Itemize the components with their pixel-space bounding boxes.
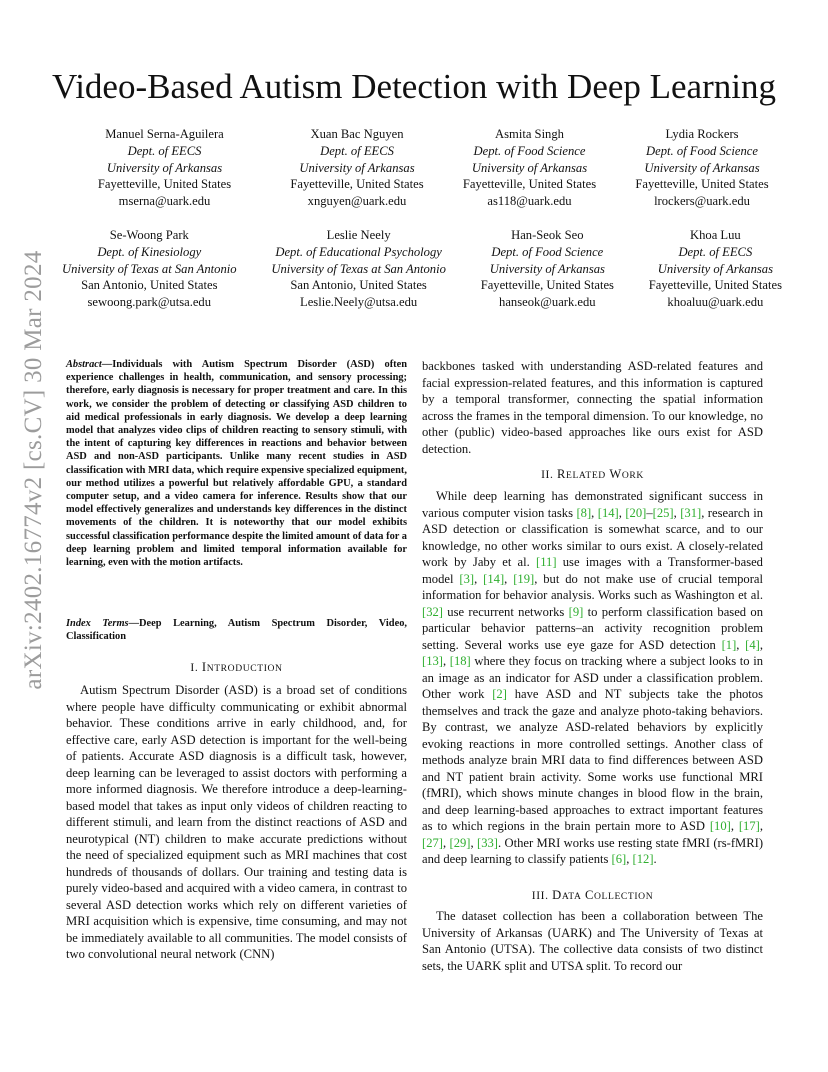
author-name: Leslie Neely bbox=[326, 228, 391, 242]
citation-link[interactable]: [9] bbox=[568, 604, 584, 619]
data-collection-paragraph: The dataset collection has been a collaboration between The University of Arkansas (UARK) and The University of Texas at San Antonio (UTSA). The collective data consists of two distinct sets, the UARK split and UTSA split. To record our bbox=[422, 909, 763, 973]
author-block bbox=[447, 126, 612, 210]
citation-link[interactable]: [29] bbox=[449, 835, 471, 850]
related-work-paragraph: While deep learning has demonstrated significant success in various computer vision tasks [8], [14], [20]–[25], [31], research in ASD detection or classification is somewhat scarce, and to our knowledge, no other works similar to ours exist. A closely-related work by Jaby et al. [11] use images with a Transformer-based model [3], [14], [19], but do not make use of crucial temporal information for behavior analysis. Works such as Washington et al. [32] use recurrent networks [9] to perform classification based on particular behavior patterns–an activity recognition problem setting. Several works use eye gaze for ASD detection [1], [4], [13], [18] where they focus on tracking where a subject looks to in an image as an indicator for ASD under a classification problem. Other work [2] have ASD and NT subjects take the photos themselves and track the gaze and analyze photo-taking behaviors. By contrast, we analyze ASD-related behaviors by explicitly evoking reactions in more controlled settings. Another class of methods analyze brain MRI data to find differences between ASD and NT patient brain activity. Some works use functional MRI (fMRI), which shows minute changes in blood flow in the brain, and deep learning-based approaches to extract important features as to which regions in the brain pertain more to ASD [10], [17], [27], [29], [33]. Other MRI works use resting state fMRI (rs-fMRI) and deep learning to classify patients [6], [12]. bbox=[422, 489, 764, 866]
index-terms-text: —Deep Learning, Autism Spectrum Disorder, Video, Classification bbox=[66, 618, 407, 643]
author-email[interactable]: sewoong.park@utsa.edu bbox=[87, 295, 212, 310]
author-dept: Dept. of Food Science bbox=[646, 143, 758, 158]
citation-link[interactable]: [27] bbox=[422, 835, 443, 850]
author-dept: Dept. of EECS bbox=[127, 143, 202, 158]
citation-link[interactable]: [14] bbox=[483, 571, 505, 586]
author-name: Asmita Singh bbox=[495, 127, 564, 141]
index-terms-lead: Index Terms bbox=[66, 618, 129, 629]
author-name: Xuan Bac Nguyen bbox=[310, 127, 404, 141]
authors-row-1 bbox=[62, 126, 782, 210]
author-location: Fayetteville, United States bbox=[290, 177, 424, 192]
author-name: Se-Woong Park bbox=[109, 228, 189, 242]
author-university: University of Arkansas bbox=[299, 160, 415, 175]
author-university: University of Arkansas bbox=[489, 261, 605, 276]
paper-title: Video-Based Autism Detection with Deep Learning bbox=[52, 67, 776, 106]
author-university: University of Texas at San Antonio bbox=[271, 261, 446, 276]
author-location: Fayetteville, United States bbox=[635, 177, 769, 192]
author-block bbox=[622, 126, 782, 210]
citation-link[interactable]: [3] bbox=[459, 571, 475, 586]
citation-link[interactable]: [20] bbox=[625, 505, 647, 520]
author-university: University of Arkansas bbox=[644, 160, 760, 175]
abstract-text: —Individuals with Autism Spectrum Disorder (ASD) often experience challenges in health, communication, and sensory processing; therefore, early diagnosis is necessary for proper treatment and care. In this work, we consider the problem of detecting or classifying ASD children to aid medical professionals in early diagnosis. We develop a deep learning model that analyzes video clips of children reacting to sensory stimuli, with the intent of capturing key differences in reactions and behavior between ASD and non-ASD participants. Unlike many recent studies in ASD classification with MRI data, which require expensive specialized equipment, our method utilizes a powerful but relatively affordable GPU, a standard computer setup, and a video camera for inference. Results show that our model effectively generalizes and understands key differences in the distinct movements of the children. It is noteworthy that our model exhibits successful classification performance despite the limited amount of data for a deep learning problem and limited temporal information available for learning, even with the motion artifacts. bbox=[66, 359, 407, 569]
citation-link[interactable]: [17] bbox=[738, 819, 760, 833]
introduction-paragraph: Autism Spectrum Disorder (ASD) is a broad set of conditions where people have difficulty communicating or exhibit abnormal behavior. These conditions arrive in early childhood, and, for effective care, early ASD detection is important for the well-being of patients. Accurate ASD diagnosis is a difficult task, however, deep learning can be leveraged to assist doctors with performing a more informed diagnosis. We therefore introduce a deep-learning-based model that takes as input only videos of children reacting to different stimuli, and learn from the distinct reactions of ASD and neurotypical (NT) children to make accurate predictions without the need of specialized equipment such as MRI machines that cost hundreds of thousands of dollars. Our training and testing data is purely video-based and acquired with a video camera, in contrast to several ASD detection works which rely on different varieties of MRI acquisition which is expensive, time consuming, and may not be immediately available to all communities. The model consists of two convolutional neural network (CNN) bbox=[66, 683, 407, 961]
introduction-continued-paragraph: backbones tasked with understanding ASD-related features and facial expression-related features, and this information is captured by a temporal transformer, connecting the spatial information across the frames in the temporal dimension. To our knowledge, no other (public) video-based approaches like ours exist for ASD detection. bbox=[422, 359, 763, 456]
citation-link[interactable]: [8] bbox=[576, 505, 592, 520]
author-location: Fayetteville, United States bbox=[480, 278, 614, 293]
author-email[interactable]: lrockers@uark.edu bbox=[654, 194, 750, 209]
author-dept: Dept. of EECS bbox=[320, 143, 394, 158]
author-dept: Dept. of Educational Psychology bbox=[275, 244, 442, 259]
citation-link[interactable]: [31] bbox=[680, 505, 702, 520]
author-name: Lydia Rockers bbox=[665, 127, 739, 141]
author-block bbox=[277, 126, 437, 210]
citation-link[interactable]: [14] bbox=[597, 505, 619, 520]
author-email[interactable]: as118@uark.edu bbox=[487, 194, 572, 209]
author-university: University of Arkansas bbox=[106, 160, 223, 175]
citation-link[interactable]: [33] bbox=[477, 835, 498, 850]
right-column-intro bbox=[422, 358, 763, 457]
author-name: Manuel Serna-Aguilera bbox=[105, 127, 224, 141]
data-collection-body bbox=[422, 908, 763, 974]
author-dept: Dept. of Food Science bbox=[473, 143, 586, 158]
citation-link[interactable]: [10] bbox=[709, 819, 731, 833]
author-location: Fayetteville, United States bbox=[648, 278, 782, 293]
author-block bbox=[62, 227, 237, 311]
author-location: Fayetteville, United States bbox=[97, 177, 232, 192]
author-location: San Antonio, United States bbox=[290, 278, 427, 293]
author-university: University of Arkansas bbox=[471, 160, 588, 175]
author-email[interactable]: xnguyen@uark.edu bbox=[307, 194, 407, 209]
author-block bbox=[649, 227, 782, 311]
citation-link[interactable]: [11] bbox=[536, 555, 557, 569]
abstract bbox=[66, 358, 407, 569]
citation-link[interactable]: [4] bbox=[745, 637, 760, 652]
introduction-body bbox=[66, 682, 407, 963]
citation-link[interactable]: [32] bbox=[422, 604, 443, 619]
author-email[interactable]: khoaluu@uark.edu bbox=[667, 295, 764, 310]
author-block bbox=[62, 126, 267, 210]
citation-link[interactable]: [1] bbox=[721, 637, 737, 652]
author-name: Khoa Luu bbox=[690, 228, 741, 242]
index-terms bbox=[66, 617, 407, 643]
section-heading-data-collection: III. DATA COLLECTION bbox=[531, 888, 654, 902]
citation-link[interactable]: [13] bbox=[422, 654, 443, 668]
author-location: San Antonio, United States bbox=[81, 278, 218, 293]
section-heading-introduction: I. INTRODUCTION bbox=[190, 660, 283, 674]
citation-link[interactable]: [6] bbox=[611, 852, 627, 866]
citation-link[interactable]: [25] bbox=[652, 505, 674, 520]
arxiv-identifier[interactable] bbox=[10, 250, 58, 690]
author-dept: Dept. of Food Science bbox=[491, 244, 604, 259]
section-heading-related-work: II. RELATED WORK bbox=[541, 467, 644, 481]
author-dept: Dept. of EECS bbox=[678, 244, 753, 259]
authors-row-2 bbox=[62, 227, 782, 311]
author-email[interactable]: Leslie.Neely@utsa.edu bbox=[300, 295, 418, 310]
abstract-lead: Abstract bbox=[66, 359, 102, 370]
citation-link[interactable]: [12] bbox=[632, 852, 654, 866]
author-email[interactable]: mserna@uark.edu bbox=[118, 194, 211, 209]
author-university: University of Arkansas bbox=[657, 261, 773, 276]
author-block bbox=[481, 227, 614, 311]
author-block bbox=[271, 227, 446, 311]
author-dept: Dept. of Kinesiology bbox=[97, 244, 202, 259]
arxiv-identifier-text[interactable]: arXiv:2402.16774v2 [cs.CV] 30 Mar 2024 bbox=[20, 250, 47, 690]
citation-link[interactable]: [19] bbox=[513, 571, 535, 586]
citation-link[interactable]: [2] bbox=[492, 687, 507, 701]
author-email[interactable]: hanseok@uark.edu bbox=[499, 295, 596, 310]
author-university: University of Texas at San Antonio bbox=[62, 261, 237, 276]
citation-link[interactable]: [18] bbox=[449, 654, 471, 668]
author-location: Fayetteville, United States bbox=[462, 177, 597, 192]
related-work-body bbox=[422, 488, 763, 868]
author-name: Han-Seok Seo bbox=[511, 228, 584, 242]
